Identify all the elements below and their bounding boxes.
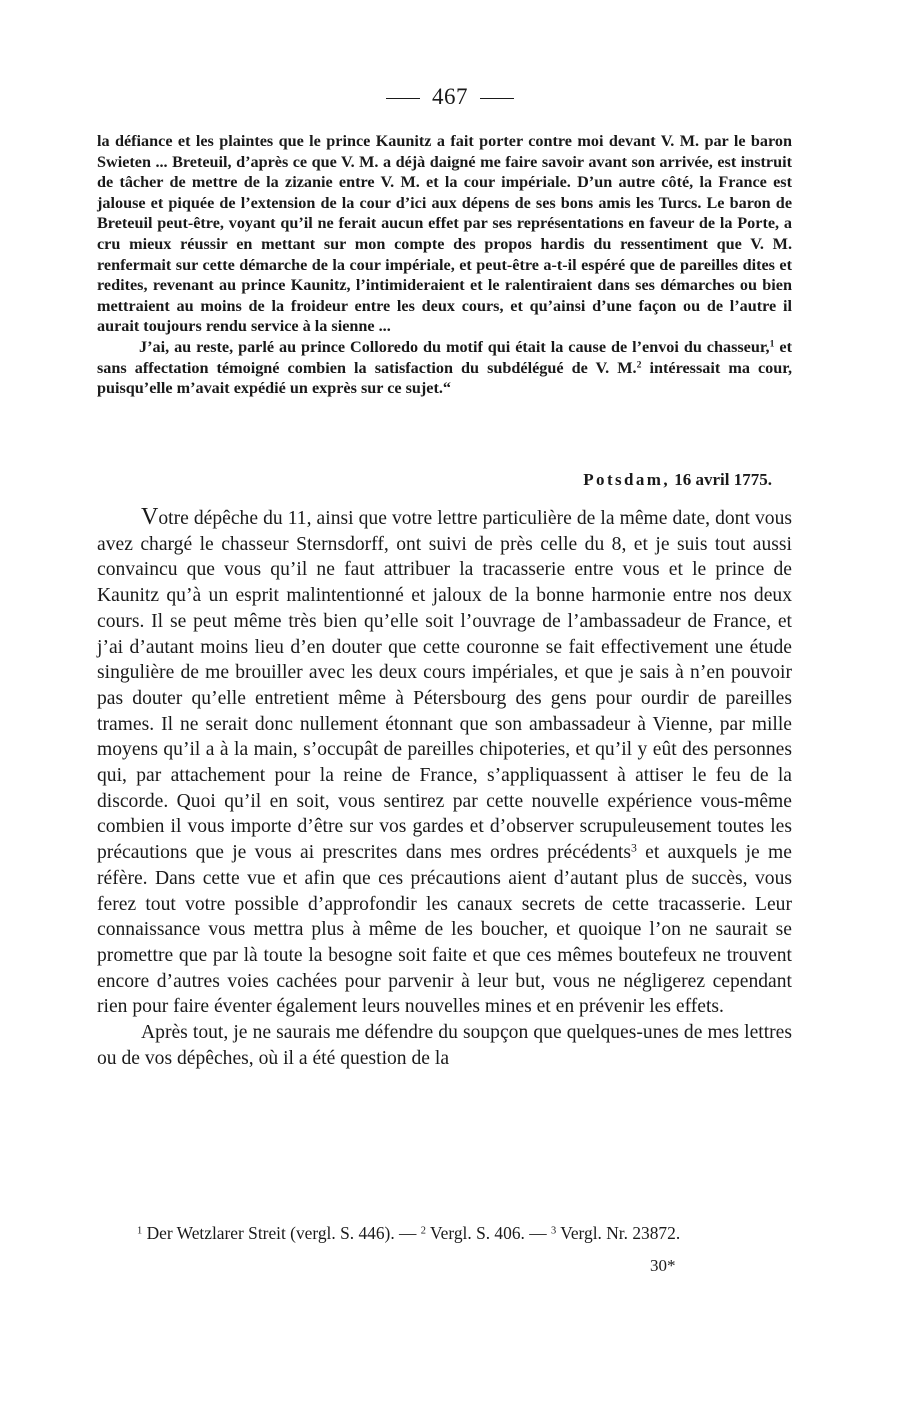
page-number: 467 <box>432 84 468 109</box>
header-rule-right <box>480 98 514 99</box>
letter-text-a: otre dépêche du 11, ainsi que votre lettre particulière de la même date, dont vous avez chargé le chasseur Sternsdorff, ont suivi de près celle du 8, et je suis tout aussi convaincu que vous qu’il ne faut attribuer la tracasserie entre vous et le prince de Kaunitz qu’à un esprit malintentionné et jaloux de la bonne harmonie entre nos deux cours. Il se peut même très bien qu’elle soit l’ouvrage de l’ambassadeur de France, et j’ai d’autant moins lieu d’en douter que cette couronne se fait effectivement une étude singulière de me brouiller avec les deux cours impériales, et que je sais à n’en pouvoir pas douter qu’elle entretient même à Pétersbourg des gens pour ourdir de pareilles trames. Il ne serait donc nullement étonnant que son ambassadeur à Vienne, par mille moyens qu’il a à la main, s’occupât de pareilles chipoteries, et qu’il y eût des personnes qui, par attachement pour la reine de France, s’appliquassent à attiser le feu de la discorde. Quoi qu’il en soit, vous sentirez par cette nouvelle expérience vous-même combien il vous importe d’être sur vos gardes et d’observer scrupuleusement toutes les précautions que je vous ai prescrites dans mes ordres précédents <box>97 508 792 864</box>
page-header <box>0 84 900 110</box>
dateline-place: Potsdam, <box>583 470 670 489</box>
letter-paragraph-2: Après tout, je ne saurais me défendre du soupçon que quelques-unes de mes lettres ou de vos dépêches, où il a été question de la <box>97 1022 792 1069</box>
quote-paragraph-2 <box>97 337 792 399</box>
header-rule-left <box>386 98 420 99</box>
letter-body <box>97 505 792 1071</box>
footnote-line <box>97 1222 792 1245</box>
quote-text-b: et sans affectation témoigné combien la satisfaction du subdélégué de V. M. <box>97 337 792 377</box>
footnote-mark-2: 2 <box>420 1225 426 1237</box>
footnotes <box>97 1222 792 1245</box>
footnote-mark-3: 3 <box>550 1225 557 1237</box>
footnote-text-3: Vergl. Nr. 23872. <box>556 1223 681 1243</box>
quote-paragraph-1: la défiance et les plaintes que le prince Kaunitz a fait porter contre moi devant V. M. par le baron Swieten ... Breteuil, d’après ce que V. M. a déjà daigné me faire savoir avant son arrivée, est instruit de tâcher de mettre de la zizanie entre V. M. et la cour impériale. D’un autre côté, la France est jalouse et piquée de l’extension de la cour d’ici aux dépens de ses bons amis les Turcs. Le baron de Breteuil peut-être, voyant qu’il ne ferait aucun effet par ses représentations en faveur de la Porte, a cru mieux réussir en mettant sur mon compte des propos hardis du ressentiment que V. M. renfermait sur cette démarche de la cour impériale, et peut-être a-t-il espéré que de pareilles dites et redites, revenant au prince Kaunitz, l’intimideraient et le ralentiraient dans ses démarches ou bien mettraient au moins de la froideur entre les deux cours, et qu’ainsi d’une façon ou de l’autre il aurait toujours rendu service à la sienne ... <box>97 132 792 336</box>
quoted-report <box>97 131 792 399</box>
dateline <box>583 470 772 490</box>
dateline-date: 16 avril 1775. <box>674 470 772 489</box>
footnote-text-2: Vergl. S. 406. — <box>425 1223 551 1243</box>
quote-text-a: J’ai, au reste, parlé au prince Colloredo du motif qui était la cause de l’envoi du chasseur, <box>139 337 770 356</box>
footnote-text-1: Der Wetzlarer Streit (vergl. S. 446). — <box>142 1223 421 1243</box>
footnote-mark-1: 1 <box>137 1225 143 1237</box>
letter-paragraph-1 <box>97 505 792 1020</box>
footnote-ref-2: 2 <box>636 359 642 371</box>
initial-letter: V <box>141 504 159 530</box>
footnote-ref-1: 1 <box>769 338 775 350</box>
letter-text-b: et auxquels je me réfère. Dans cette vue et afin que ces précautions aient d’autant plus de succès, vous ferez tout votre possible d’approfondir les canaux secrets de cette tracasserie. Leur connaissance vous mettra plus à même de les boucher, et quoique l’on ne saurait se promettre que par là toute la besogne soit faite et que ces mêmes boutefeux ne trouvent encore d’autres voies cachées pour parvenir à leur but, vous ne négligerez cependant rien pour faire éventer également leurs nouvelles mines et en prévenir les effets. <box>97 842 792 1018</box>
footnote-ref-3: 3 <box>631 841 637 855</box>
signature-mark: 30* <box>650 1256 676 1275</box>
quote-text-c: intéressait ma cour, puisqu’elle m’avait expédié un exprès sur ce sujet.“ <box>97 358 793 398</box>
